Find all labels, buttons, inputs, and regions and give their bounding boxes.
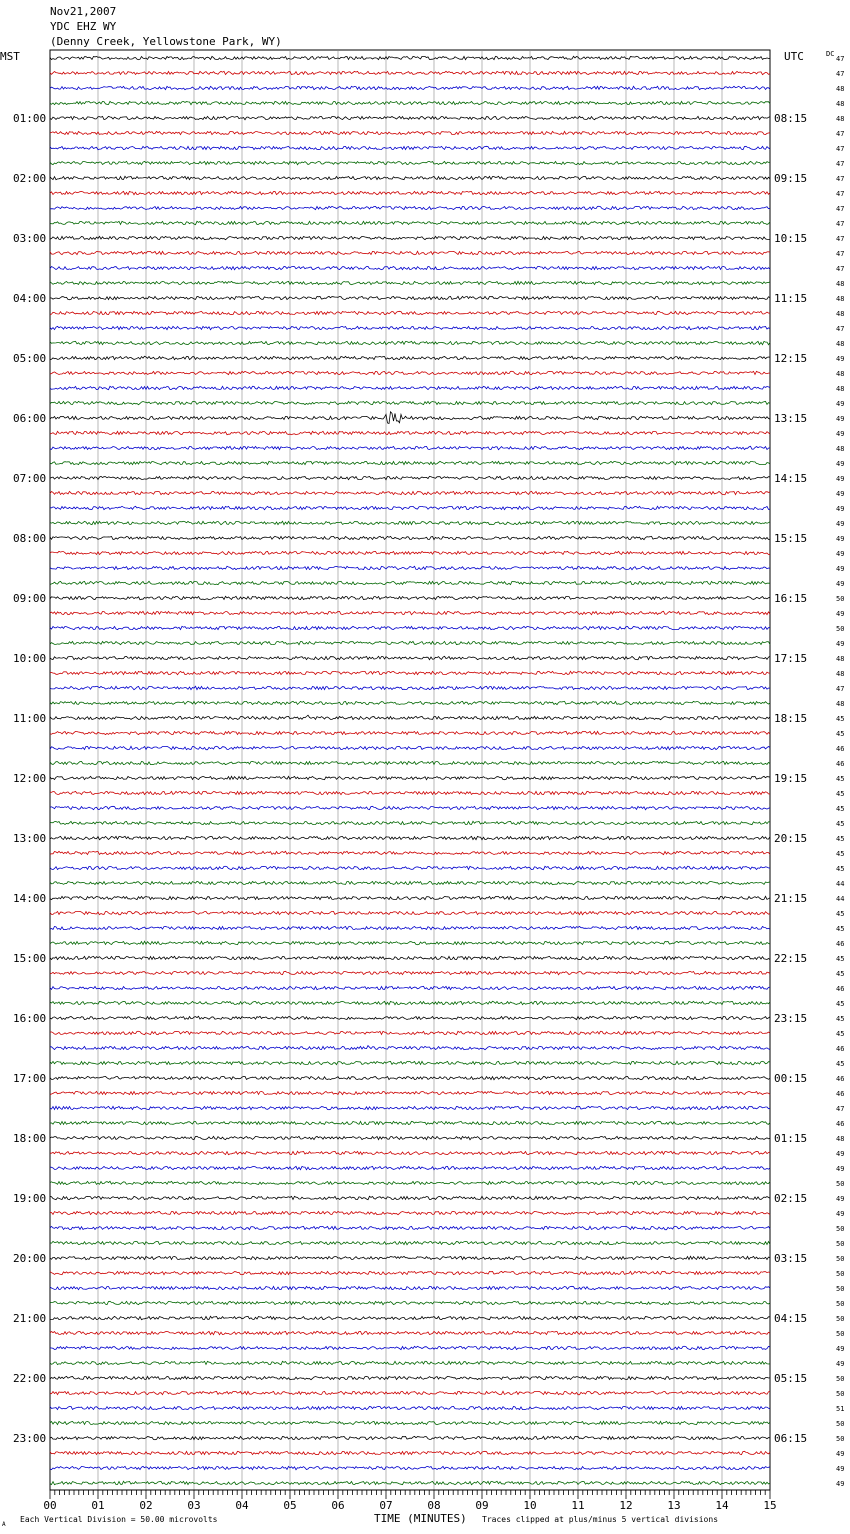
mst-hour-label: 20:00 [13,1252,47,1265]
trace-line [50,641,770,644]
trace-line [50,821,770,824]
dc-offset-label: 46 [836,1120,845,1128]
x-tick-label: 07 [379,1499,393,1512]
trace-line [50,1121,770,1124]
trace-line [50,866,770,869]
trace-line [50,1016,770,1019]
dc-offset-label: 49 [836,1345,845,1353]
trace-line [50,1091,770,1094]
dc-offset-label: 45 [836,925,845,933]
dc-offset-label: 49 [836,1150,845,1158]
mst-hour-label: 05:00 [13,352,47,365]
trace-line [50,686,770,689]
dc-offset-label: 49 [836,1165,845,1173]
dc-offset-label: 47 [836,205,845,213]
utc-hour-label: 08:15 [774,112,808,125]
dc-offset-label: 45 [836,910,845,918]
dc-offset-label: 46 [836,1090,845,1098]
trace-line [50,131,770,134]
dc-offset-label: 46 [836,985,845,993]
trace-line [50,1196,770,1199]
utc-hour-label: 12:15 [774,352,808,365]
trace-line [50,1136,770,1139]
trace-line [50,1256,770,1259]
trace-line [50,221,770,224]
dc-offset-label: 47 [836,130,845,138]
mst-hour-label: 01:00 [13,112,47,125]
dc-offset-label: 50 [836,1255,845,1263]
dc-offset-label: 49 [836,640,845,648]
trace-line [50,1331,770,1334]
dc-offset-label: 49 [836,430,845,438]
dc-offset-label: 50 [836,1435,845,1443]
trace-line [50,986,770,989]
trace-line [50,626,770,629]
x-tick-label: 15 [763,1499,777,1512]
trace-line [50,1061,770,1064]
dc-offset-label: 49 [836,610,845,618]
dc-offset-label: 45 [836,805,845,813]
mst-hour-label: 23:00 [13,1432,47,1445]
dc-offset-label: 48 [836,310,845,318]
trace-line [50,431,770,434]
dc-offset-label: 49 [836,355,845,363]
dc-offset-label: 49 [836,1450,845,1458]
trace-line [50,776,770,779]
trace-line [50,1286,770,1289]
trace-line [50,1421,770,1424]
trace-line [50,386,770,389]
dc-offset-label: 47 [836,190,845,198]
trace-line [50,266,770,269]
trace-line [50,581,770,584]
trace-line [50,236,770,239]
date-label: Nov21,2007 [50,5,117,18]
dc-offset-label: 49 [836,550,845,558]
x-tick-label: 10 [523,1499,537,1512]
trace-line [50,1391,770,1394]
dc-offset-label: 45 [836,730,845,738]
trace-line [50,1406,770,1409]
dc-offset-label: 48 [836,370,845,378]
dc-offset-label: 48 [836,700,845,708]
trace-line [50,656,770,659]
utc-hour-label: 17:15 [774,652,808,665]
seismic-traces [50,56,770,1484]
dc-offset-label: 49 [836,490,845,498]
dc-offset-label: 47 [836,265,845,273]
utc-hour-label: 02:15 [774,1192,808,1205]
trace-line [50,1241,770,1244]
dc-offset-label: 49 [836,580,845,588]
trace-line [50,1076,770,1079]
mst-hour-label: 14:00 [13,892,47,905]
x-tick-label: 05 [283,1499,297,1512]
trace-line [50,1376,770,1379]
utc-hour-label: 11:15 [774,292,808,305]
trace-line [50,521,770,524]
x-tick-label: 12 [619,1499,633,1512]
utc-hour-label: 06:15 [774,1432,808,1445]
trace-line [50,896,770,899]
trace-line [50,161,770,164]
trace-line [50,926,770,929]
x-tick-label: 04 [235,1499,249,1512]
trace-line [50,86,770,89]
dc-offset-label: 50 [836,1375,845,1383]
dc-offset-label: 50 [836,595,845,603]
trace-line [50,412,770,424]
dc-offset-label: 45 [836,1030,845,1038]
dc-offset-label: 48 [836,115,845,123]
dc-offset-label: 45 [836,715,845,723]
dc-offset-label: 48 [836,445,845,453]
trace-line [50,251,770,254]
mst-hour-label: 12:00 [13,772,47,785]
trace-line [50,191,770,194]
dc-offset-label: 45 [836,775,845,783]
dc-offset-label: 47 [836,220,845,228]
dc-offset-label: 45 [836,1015,845,1023]
utc-hour-label: 21:15 [774,892,808,905]
mst-hour-label: 06:00 [13,412,47,425]
mst-hour-label: 10:00 [13,652,47,665]
trace-line [50,551,770,554]
dc-offset-label: 48 [836,1135,845,1143]
x-tick-label: 13 [667,1499,681,1512]
trace-line [50,746,770,749]
trace-line [50,371,770,374]
mst-axis-title: MST [0,50,20,63]
trace-line [50,356,770,359]
station-label: YDC EHZ WY [50,20,117,33]
trace-line [50,1271,770,1274]
clip-note: Traces clipped at plus/minus 5 vertical divisions [482,1515,719,1524]
trace-line [50,326,770,329]
trace-line [50,941,770,944]
trace-line [50,71,770,74]
utc-hour-label: 18:15 [774,712,808,725]
utc-hour-label: 22:15 [774,952,808,965]
mst-hour-label: 02:00 [13,172,47,185]
trace-line [50,56,770,59]
dc-offset-label: 50 [836,1330,845,1338]
x-tick-label: 01 [91,1499,105,1512]
mst-hour-label: 09:00 [13,592,47,605]
utc-hour-label: 05:15 [774,1372,808,1385]
trace-line [50,1226,770,1229]
trace-line [50,971,770,974]
trace-line [50,341,770,344]
trace-line [50,1046,770,1050]
utc-hour-label: 00:15 [774,1072,808,1085]
trace-line [50,731,770,734]
dc-offset-label: 47 [836,70,845,78]
dc-offset-label: 50 [836,1180,845,1188]
utc-hour-label: 04:15 [774,1312,808,1325]
trace-line [50,566,770,569]
x-tick-label: 02 [139,1499,153,1512]
dc-offset-label: 46 [836,940,845,948]
trace-line [50,536,770,539]
trace-line [50,311,770,314]
trace-line [50,1166,770,1169]
mst-hour-label: 13:00 [13,832,47,845]
dc-offset-label: 47 [836,235,845,243]
dc-offset-label: 49 [836,1480,845,1488]
dc-offset-label: 44 [836,880,845,888]
scale-note: Each Vertical Division = 50.00 microvolts [20,1515,218,1524]
dc-offset-label: 47 [836,685,845,693]
dc-offset-label: 45 [836,970,845,978]
dc-offset-label: 46 [836,1045,845,1053]
trace-line [50,715,770,720]
axis-labels [0,50,834,1528]
mst-hour-label: 17:00 [13,1072,47,1085]
dc-offset-label: 47 [836,55,845,63]
mst-hour-label: 21:00 [13,1312,47,1325]
dc-offset-label: 50 [836,625,845,633]
mst-hour-label: 15:00 [13,952,47,965]
utc-hour-label: 19:15 [774,772,808,785]
trace-line [50,446,770,449]
trace-line [50,116,770,119]
dc-offset-label: 47 [836,160,845,168]
dc-offset-label: 48 [836,670,845,678]
trace-line [50,281,770,284]
trace-line [50,206,770,209]
dc-offset-label: 49 [836,400,845,408]
mst-hour-label: 04:00 [13,292,47,305]
dc-offset-label: 45 [836,865,845,873]
trace-line [50,956,770,959]
mst-hour-label: 03:00 [13,232,47,245]
dc-offset-label: 45 [836,955,845,963]
location-label: (Denny Creek, Yellowstone Park, WY) [50,35,282,48]
dc-offset-label: 49 [836,535,845,543]
dc-offset-label: 48 [836,100,845,108]
dc-offset-label: 48 [836,655,845,663]
dc-offset-label: 47 [836,175,845,183]
dc-axis-title: DC [826,50,835,58]
trace-line [50,476,770,479]
dc-offset-label: 45 [836,1000,845,1008]
trace-line [50,1481,770,1484]
dc-offset-label: 46 [836,1075,845,1083]
trace-line [50,1361,770,1364]
utc-hour-label: 16:15 [774,592,808,605]
dc-offset-label: 47 [836,1105,845,1113]
mst-hour-label: 19:00 [13,1192,47,1205]
dc-offset-label: 45 [836,850,845,858]
dc-offset-label: 49 [836,1210,845,1218]
trace-line [50,296,770,299]
trace-line [50,806,770,809]
utc-hour-label: 09:15 [774,172,808,185]
x-tick-label: 00 [43,1499,57,1512]
dc-offset-label: 48 [836,340,845,348]
trace-line [50,146,770,149]
dc-offset-label: 49 [836,1195,845,1203]
dc-offset-label: 50 [836,1420,845,1428]
trace-line [50,791,770,794]
dc-offset-label: 47 [836,325,845,333]
trace-line [50,1031,770,1034]
dc-offset-label: 48 [836,295,845,303]
trace-line [50,491,770,494]
dc-offset-label: 50 [836,1315,845,1323]
trace-line [50,1151,770,1154]
dc-offset-label: 51 [836,1405,845,1413]
dc-offset-label: 49 [836,520,845,528]
mst-hour-label: 07:00 [13,472,47,485]
trace-line [50,506,770,509]
dc-offset-label: 50 [836,1285,845,1293]
x-axis-title: TIME (MINUTES) [374,1512,467,1525]
dc-offset-label: 48 [836,280,845,288]
trace-line [50,1211,770,1214]
dc-offset-label: 49 [836,505,845,513]
dc-offset-label: 49 [836,1360,845,1368]
dc-offset-label: 45 [836,790,845,798]
trace-line [50,101,770,104]
trace-line [50,176,770,179]
trace-line [50,851,770,854]
trace-line [50,1001,770,1004]
trace-line [50,596,770,599]
dc-offset-label: 45 [836,835,845,843]
x-tick-label: 11 [571,1499,585,1512]
trace-line [50,761,770,764]
trace-line [50,1466,770,1469]
dc-offset-label: 50 [836,1300,845,1308]
dc-offset-label: 45 [836,820,845,828]
trace-line [50,836,770,839]
utc-axis-title: UTC [784,50,804,63]
utc-hour-label: 20:15 [774,832,808,845]
dc-offset-label: 49 [836,415,845,423]
utc-hour-label: 13:15 [774,412,808,425]
dc-offset-label: 47 [836,145,845,153]
trace-line [50,671,770,674]
dc-offset-label: 50 [836,1270,845,1278]
utc-hour-label: 14:15 [774,472,808,485]
dc-offset-label: 49 [836,460,845,468]
trace-line [50,461,770,464]
trace-line [50,1106,770,1109]
dc-offset-label: 49 [836,565,845,573]
trace-line [50,611,770,614]
dc-offset-label: 49 [836,475,845,483]
trace-line [50,881,770,884]
utc-hour-label: 23:15 [774,1012,808,1025]
trace-line [50,1436,770,1439]
dc-offset-label: 46 [836,745,845,753]
trace-line [50,401,770,404]
dc-offset-label: 50 [836,1390,845,1398]
trace-line [50,911,770,914]
trace-line [50,1181,770,1184]
mst-hour-label: 11:00 [13,712,47,725]
mst-hour-label: 18:00 [13,1132,47,1145]
utc-hour-label: 01:15 [774,1132,808,1145]
mst-hour-label: 22:00 [13,1372,47,1385]
utc-hour-label: 15:15 [774,532,808,545]
trace-line [50,1451,770,1454]
mst-hour-label: 16:00 [13,1012,47,1025]
dc-offset-label: 50 [836,1240,845,1248]
dc-offset-label: 45 [836,1060,845,1068]
dc-offset-label: 48 [836,385,845,393]
trace-line [50,1316,770,1319]
x-axis [43,1490,776,1512]
dc-offset-label: 47 [836,250,845,258]
trace-line [50,1346,770,1349]
dc-offset-label: 46 [836,760,845,768]
x-tick-label: 06 [331,1499,345,1512]
trace-line [50,701,770,704]
dc-offset-label: 48 [836,85,845,93]
trace-line [50,1301,770,1304]
scale-marker: A [2,1521,6,1528]
utc-hour-label: 10:15 [774,232,808,245]
dc-offset-label: 44 [836,895,845,903]
x-tick-label: 09 [475,1499,489,1512]
dc-offset-label: 49 [836,1465,845,1473]
x-tick-label: 14 [715,1499,729,1512]
x-tick-label: 08 [427,1499,441,1512]
x-tick-label: 03 [187,1499,201,1512]
mst-hour-label: 08:00 [13,532,47,545]
dc-offset-label: 50 [836,1225,845,1233]
utc-hour-label: 03:15 [774,1252,808,1265]
